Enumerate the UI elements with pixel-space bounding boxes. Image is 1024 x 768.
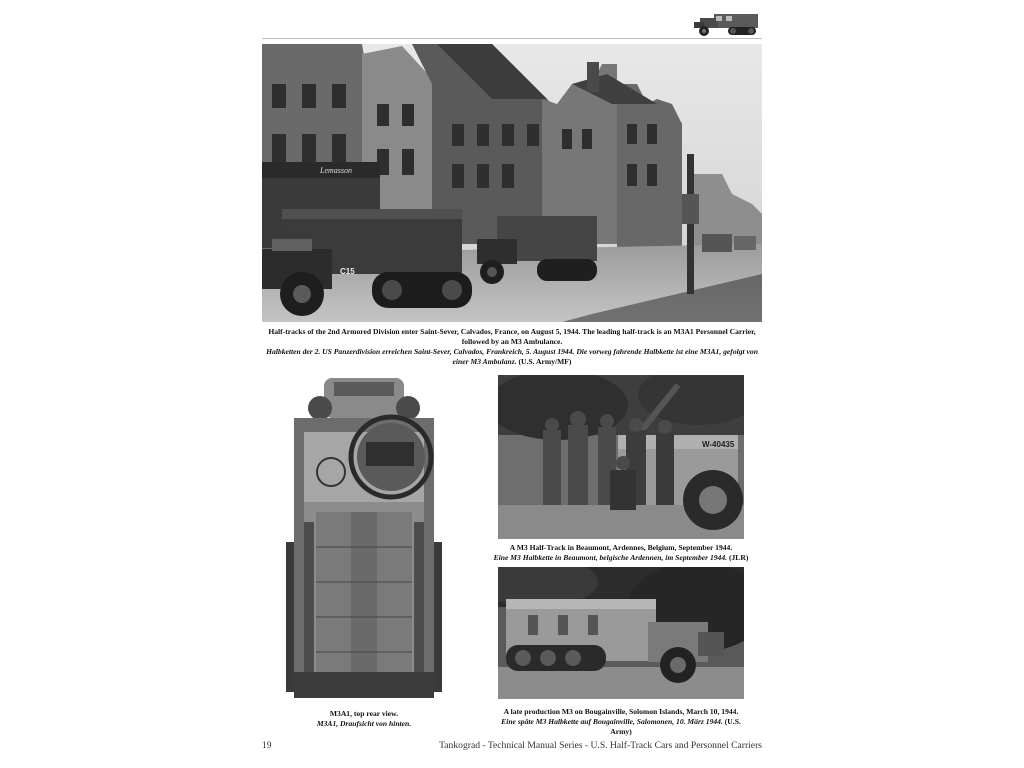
caption-english: A M3 Half-Track in Beaumont, Ardennes, Belgium, September 1944. — [509, 543, 733, 552]
photo-credit: (U.S. Army) — [610, 717, 741, 736]
caption-german: Halbketten der 2. US Panzerdivision erreichen Saint-Sever, Calvados, Frankreich, 5. August 1944. Die vorweg fahrende Halbkette ist eine M3A1, gefolgt von einer M3 Ambulanz. — [266, 347, 758, 366]
top-view-caption — [276, 709, 452, 729]
vehicle-registration: W-40435 — [702, 440, 735, 449]
photo-credit: (U.S. Army/MF) — [518, 357, 572, 366]
jungle-photo-caption — [490, 707, 752, 737]
group-photo-caption — [492, 543, 750, 563]
caption-german: M3A1, Draufsicht von hinten. — [316, 719, 412, 728]
main-photo-caption — [262, 327, 762, 367]
series-title: Tankograd - Technical Manual Series - U.S. Half-Track Cars and Personnel Carriers — [439, 740, 762, 751]
caption-english: A late production M3 on Bougainville, Solomon Islands, March 10, 1944. — [503, 707, 739, 716]
header-rule — [262, 38, 762, 39]
soldiers-group-photo — [498, 375, 744, 539]
shop-sign: Lemasson — [320, 166, 353, 175]
photo-credit: (JLR) — [728, 553, 749, 562]
vehicle-marking: C15 — [340, 267, 355, 276]
page-number: 19 — [262, 740, 272, 751]
street-halftracks-photo — [262, 44, 762, 322]
caption-german: Eine späte M3 Halbkette auf Bougainville, Salomonen, 10. März 1944. — [501, 717, 723, 726]
top-rear-view-photo — [276, 372, 452, 706]
half-track-vehicle-icon — [690, 4, 762, 40]
caption-english: M3A1, top rear view. — [329, 709, 399, 718]
caption-german: Eine M3 Halbkette in Beaumont, belgische Ardennen, im September 1944. — [493, 553, 728, 562]
caption-english: Half-tracks of the 2nd Armored Division enter Saint-Sever, Calvados, France, on August 5, 1944. The leading half-track is an M3A1 Personnel Carrier, followed by an M3 Ambulance. — [268, 327, 756, 346]
bougainville-halftrack-photo — [498, 567, 744, 699]
